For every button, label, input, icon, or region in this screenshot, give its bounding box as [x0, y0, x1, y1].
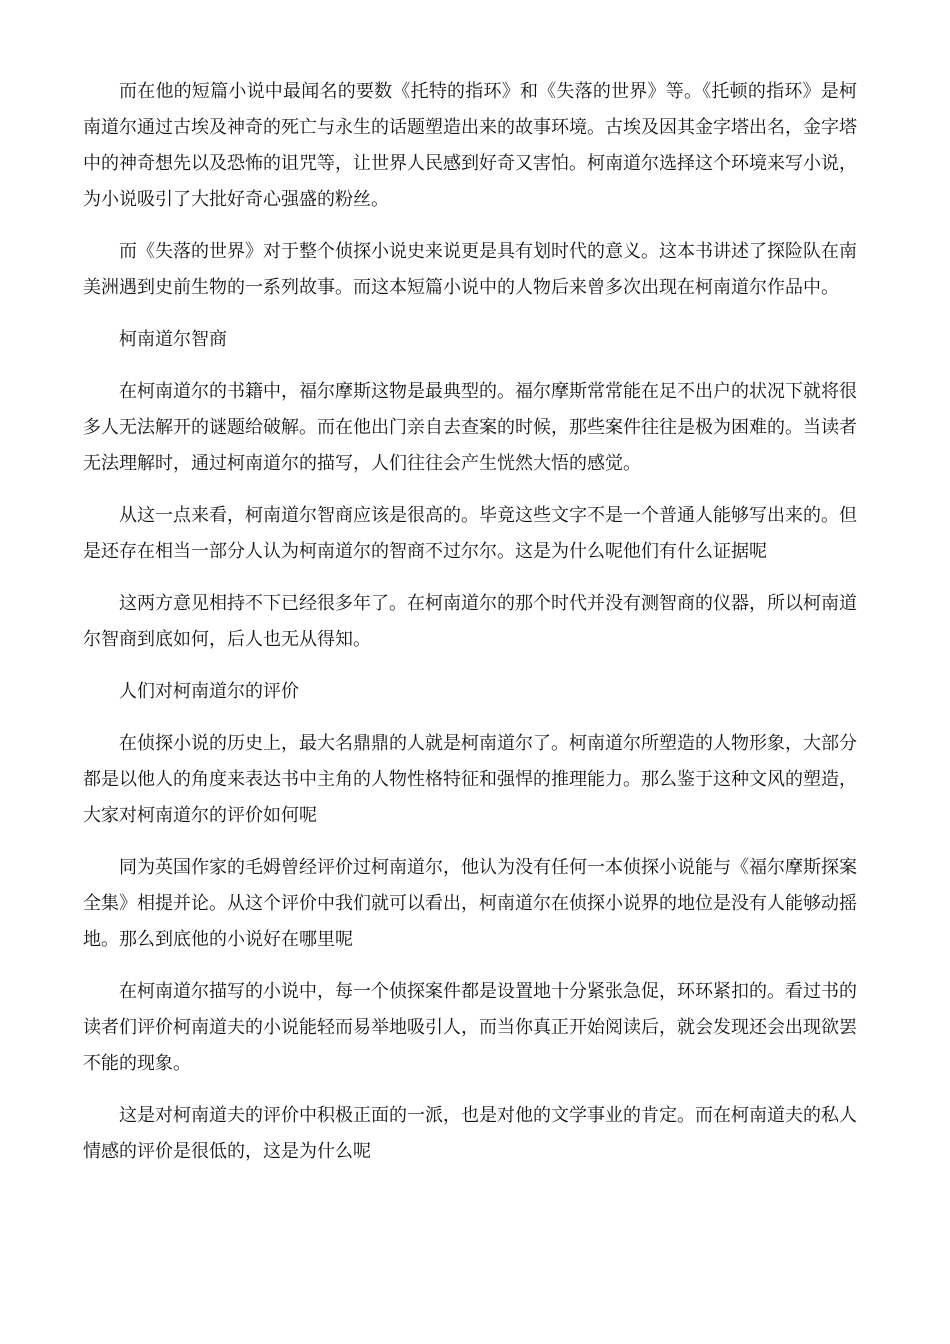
- document-body: [83, 74, 857, 1186]
- paragraph: 在柯南道尔描写的小说中，每一个侦探案件都是设置地十分紧张急促，环环紧扣的。看过书的读者们评价柯南道夫的小说能轻而易举地吸引人，而当你真正开始阅读后，就会发现还会出现欲罢不能的现象。: [83, 981, 857, 1074]
- paragraph: 这两方意见相持不下已经很多年了。在柯南道尔的那个时代并没有测智商的仪器，所以柯南道尔智商到底如何，后人也无从得知。: [83, 593, 857, 650]
- paragraph: 从这一点来看，柯南道尔智商应该是很高的。毕竟这些文字不是一个普通人能够写出来的。但是还存在相当一部分人认为柯南道尔的智商不过尔尔。这是为什么呢他们有什么证据呢: [83, 505, 857, 562]
- paragraph: 在柯南道尔的书籍中，福尔摩斯这物是最典型的。福尔摩斯常常能在足不出户的状况下就将很多人无法解开的谜题给破解。而在他出门亲自去查案的时候，那些案件往往是极为困难的。当读者无法理解时，通过柯南道尔的描写，人们往往会产生恍然大悟的感觉。: [83, 381, 857, 474]
- paragraph: 这是对柯南道夫的评价中积极正面的一派，也是对他的文学事业的肯定。而在柯南道夫的私人情感的评价是很低的，这是为什么呢: [83, 1105, 857, 1162]
- section-heading: 柯南道尔智商: [119, 329, 227, 350]
- paragraph: 而在他的短篇小说中最闻名的要数《托特的指环》和《失落的世界》等。《托顿的指环》是柯南道尔通过古埃及神奇的死亡与永生的话题塑造出来的故事环境。古埃及因其金字塔出名，金字塔中的神奇想先以及恐怖的诅咒等，让世界人民感到好奇又害怕。柯南道尔选择这个环境来写小说，为小说吸引了大批好奇心强盛的粉丝。: [83, 81, 857, 210]
- paragraph: 在侦探小说的历史上，最大名鼎鼎的人就是柯南道尔了。柯南道尔所塑造的人物形象，大部分都是以他人的角度来表达书中主角的人物性格特征和强悍的推理能力。那么鉴于这种文风的塑造，大家对柯南道尔的评价如何呢: [83, 733, 857, 826]
- section-heading: 人们对柯南道尔的评价: [119, 681, 299, 702]
- paragraph: 同为英国作家的毛姆曾经评价过柯南道尔，他认为没有任何一本侦探小说能与《福尔摩斯探案全集》相提并论。从这个评价中我们就可以看出，柯南道尔在侦探小说界的地位是没有人能够动摇地。那么到底他的小说好在哪里呢: [83, 857, 857, 950]
- paragraph: 而《失落的世界》对于整个侦探小说史来说更是具有划时代的意义。这本书讲述了探险队在南美洲遇到史前生物的一系列故事。而这本短篇小说中的人物后来曾多次出现在柯南道尔作品中。: [83, 241, 857, 298]
